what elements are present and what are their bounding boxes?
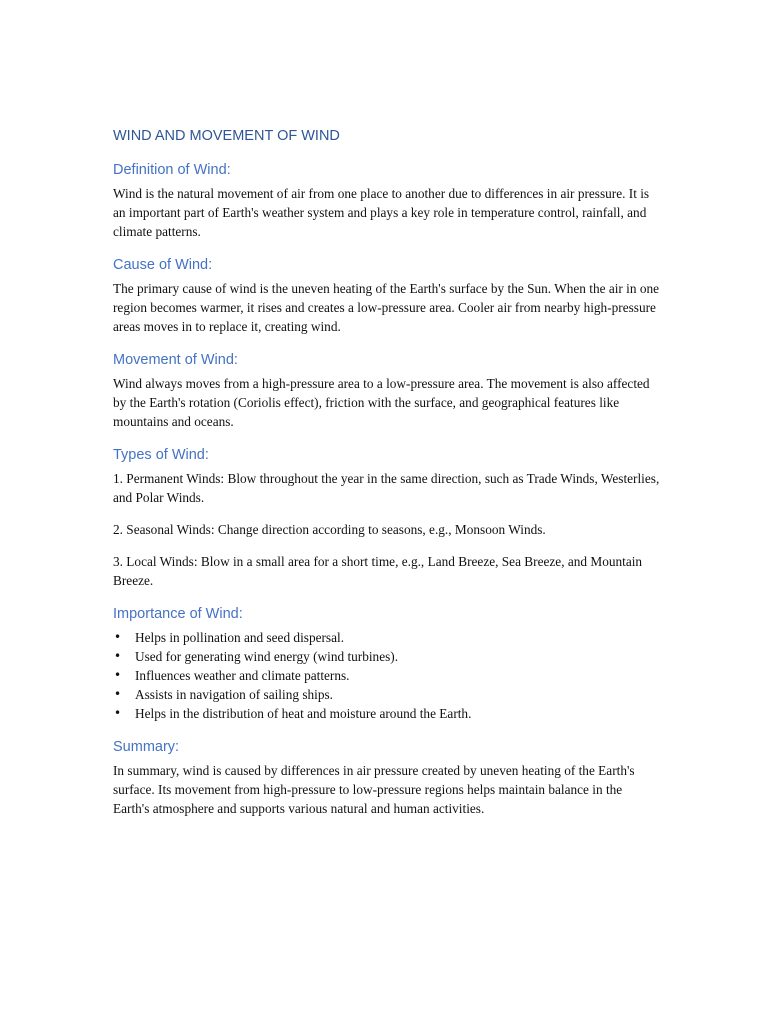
document-body bbox=[113, 126, 661, 832]
importance-bullet-list bbox=[113, 628, 661, 723]
section-summary bbox=[113, 737, 661, 818]
bullet-text: Influences weather and climate patterns. bbox=[135, 668, 350, 683]
section-body-summary: In summary, wind is caused by differences in air pressure created by uneven heating of the Earth's surface. Its movement from high-pressure to low-pressure regions helps maintain balance in the Earth's atmosphere and supports various natural and human activities. bbox=[113, 763, 635, 816]
section-heading-movement: Movement of Wind: bbox=[113, 352, 238, 368]
section-heading-definition: Definition of Wind: bbox=[113, 162, 231, 178]
bullet-list-item bbox=[113, 704, 661, 723]
section-heading-importance: Importance of Wind: bbox=[113, 606, 243, 622]
section-body-movement: Wind always moves from a high-pressure area to a low-pressure area. The movement is also affected by the Earth's rotation (Coriolis effect), friction with the surface, and geographical features like mountains and oceans. bbox=[113, 376, 650, 429]
wind-type-item: 2. Seasonal Winds: Change direction according to seasons, e.g., Monsoon Winds. bbox=[113, 522, 546, 537]
section-body-cause: The primary cause of wind is the uneven heating of the Earth's surface by the Sun. When the air in one region becomes warmer, it rises and creates a low-pressure area. Cooler air from nearby high-pressure areas moves in to replace it, creating wind. bbox=[113, 281, 660, 334]
section-definition bbox=[113, 160, 661, 241]
bullet-icon: • bbox=[114, 649, 122, 663]
bullet-text: Assists in navigation of sailing ships. bbox=[135, 687, 333, 702]
bullet-text: Helps in the distribution of heat and moisture around the Earth. bbox=[135, 706, 472, 721]
document-title: WIND AND MOVEMENT OF WIND bbox=[113, 128, 340, 144]
bullet-text: Used for generating wind energy (wind turbines). bbox=[135, 649, 399, 664]
section-heading-types: Types of Wind: bbox=[113, 447, 209, 463]
bullet-icon: • bbox=[114, 687, 122, 701]
wind-type-item: 1. Permanent Winds: Blow throughout the year in the same direction, such as Trade Winds, Westerlies, and Polar Winds. bbox=[113, 471, 660, 505]
bullet-text: Helps in pollination and seed dispersal. bbox=[135, 630, 345, 645]
bullet-list-item bbox=[113, 685, 661, 704]
bullet-icon: • bbox=[114, 668, 122, 682]
bullet-list-item bbox=[113, 647, 661, 666]
bullet-list-item bbox=[113, 666, 661, 685]
bullet-icon: • bbox=[114, 630, 122, 644]
bullet-icon: • bbox=[114, 706, 122, 720]
section-types bbox=[113, 445, 661, 590]
section-movement bbox=[113, 350, 661, 431]
section-heading-cause: Cause of Wind: bbox=[113, 257, 213, 273]
section-body-definition: Wind is the natural movement of air from one place to another due to differences in air pressure. It is an important part of Earth's weather system and plays a key role in temperature control, rainfall, and climate patterns. bbox=[113, 186, 650, 239]
section-cause bbox=[113, 255, 661, 336]
section-importance bbox=[113, 604, 661, 723]
wind-type-item: 3. Local Winds: Blow in a small area for a short time, e.g., Land Breeze, Sea Breeze, and Mountain Breeze. bbox=[113, 554, 643, 588]
section-heading-summary: Summary: bbox=[113, 739, 180, 755]
bullet-list-item bbox=[113, 628, 661, 647]
